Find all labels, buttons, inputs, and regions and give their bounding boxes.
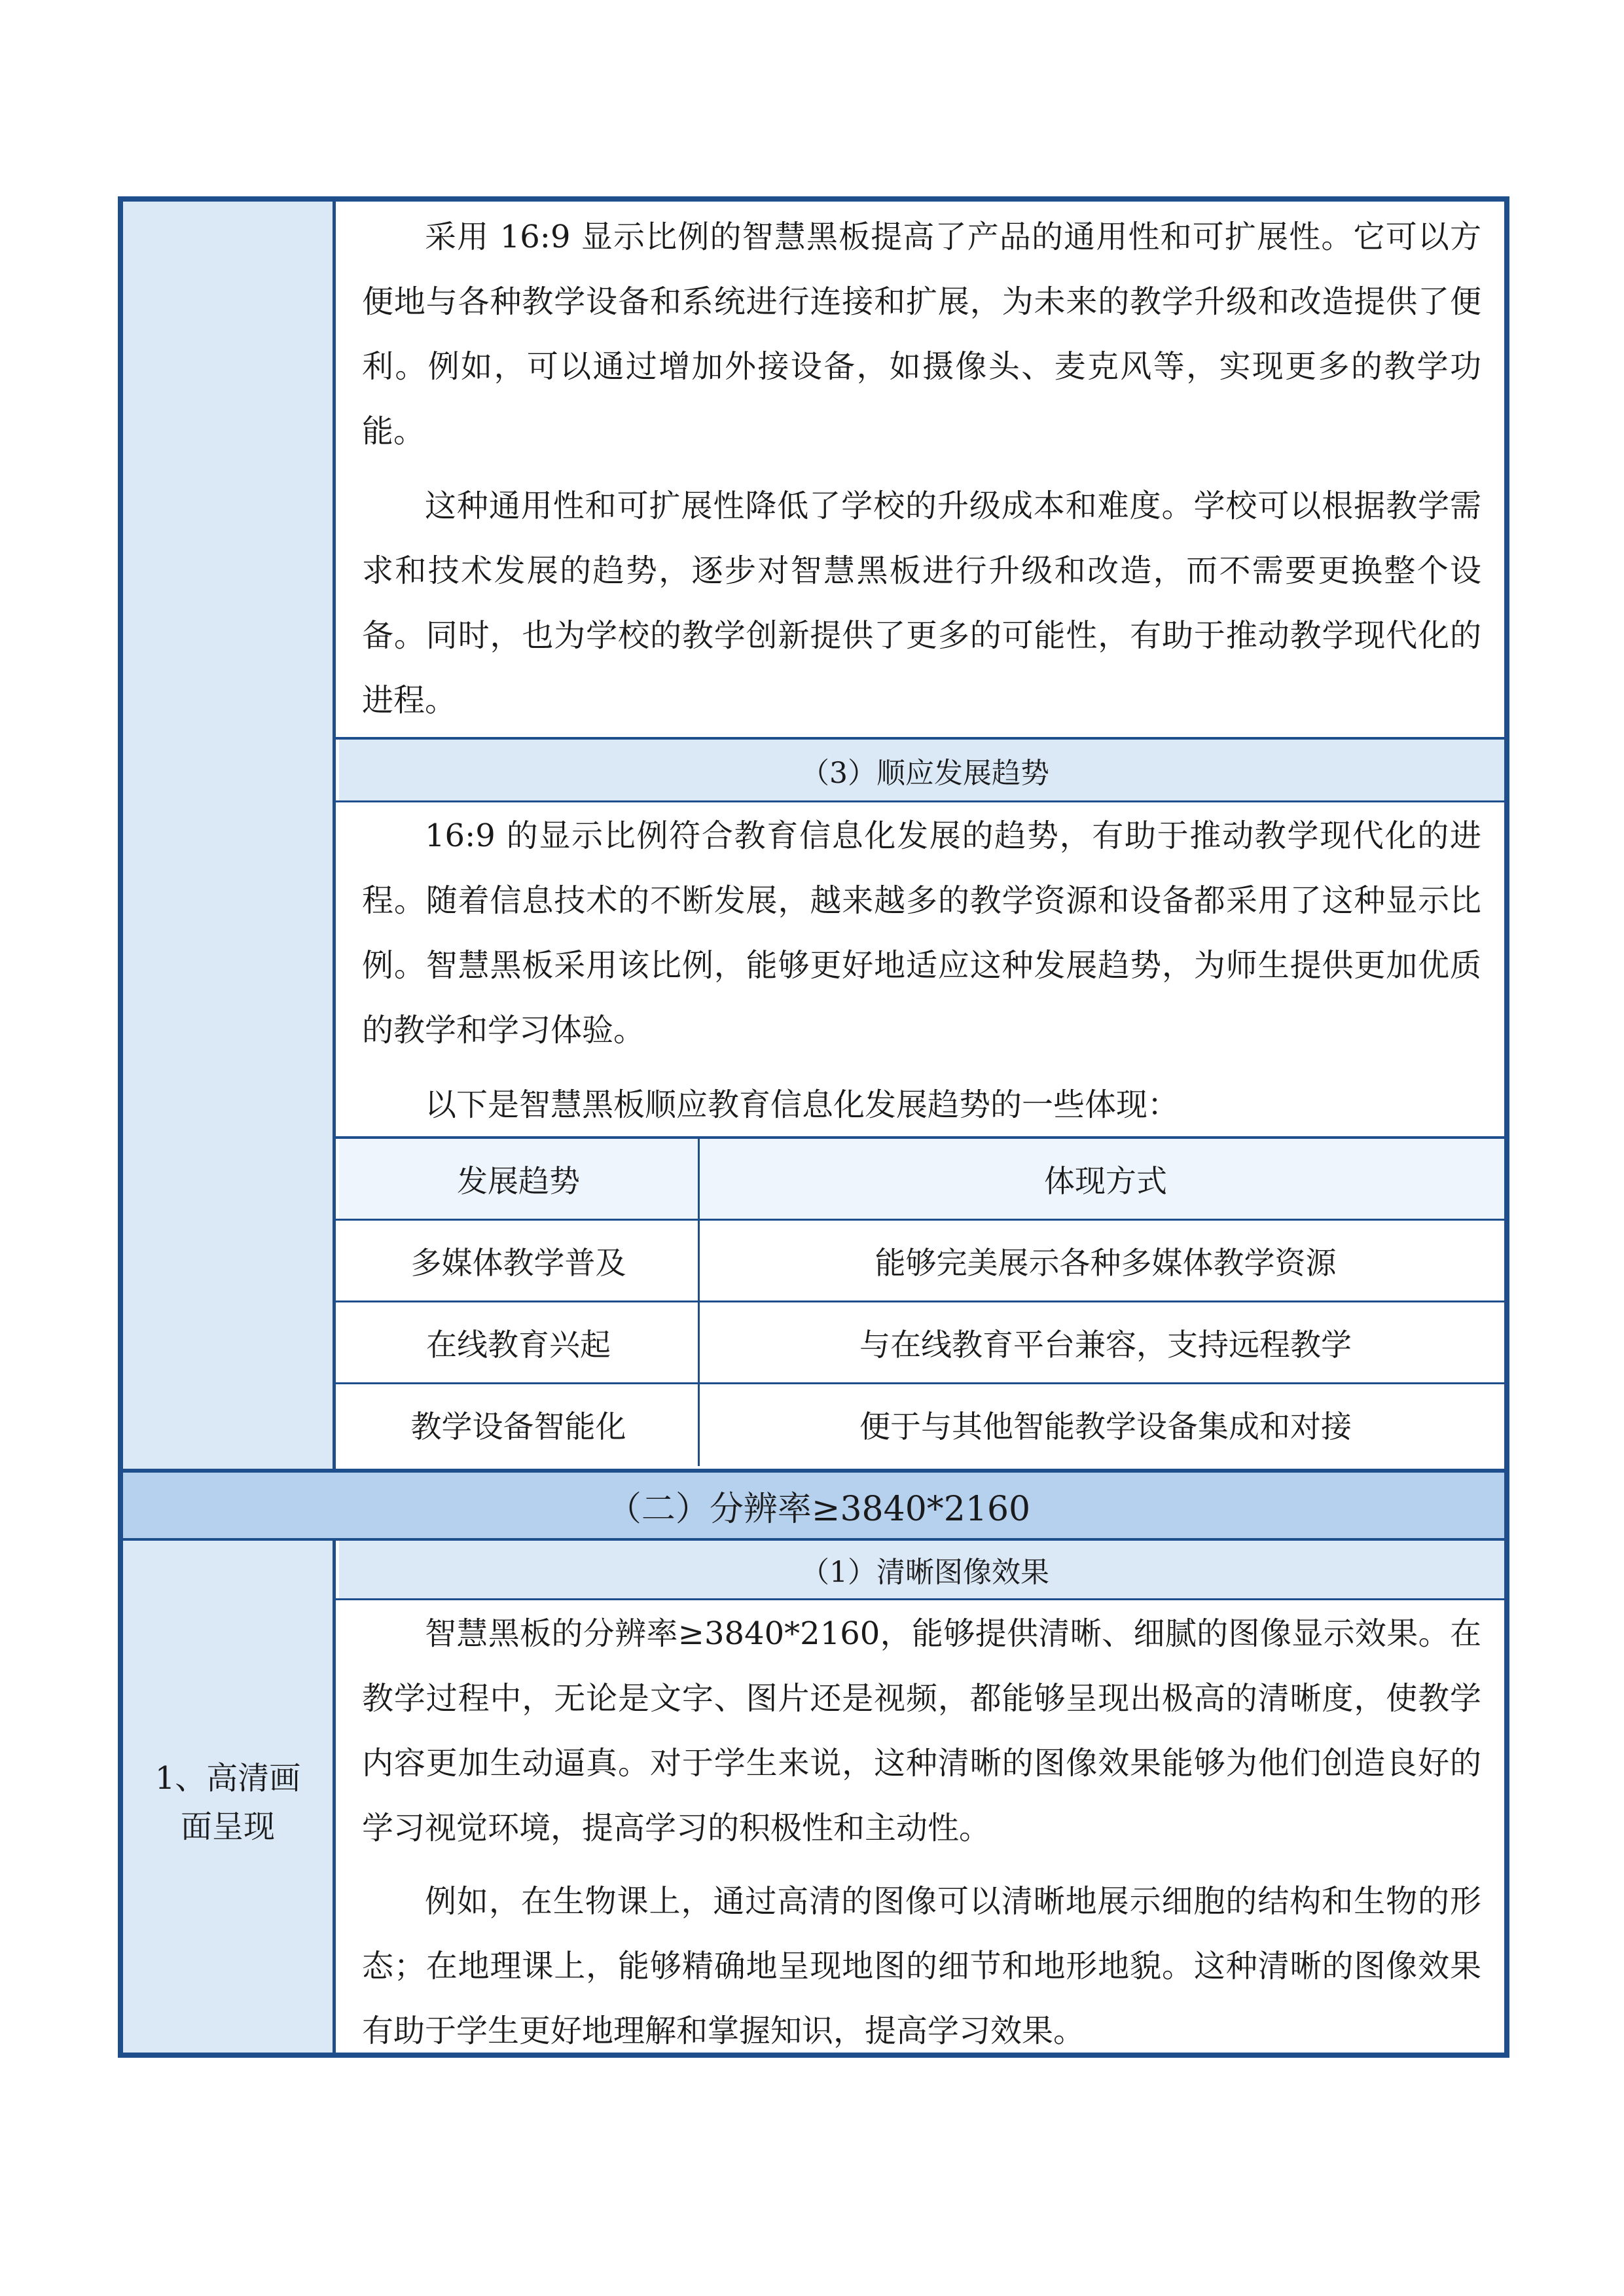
left-label-cell	[123, 202, 336, 1472]
table-cell: 教学设备智能化	[410, 1408, 626, 1445]
section-title-resolution: （二）分辨率≥3840*2160	[123, 1473, 1509, 1538]
body-paragraph: 例如，在生物课上，通过高清的图像可以清晰地展示细胞的结构和生物的形态；在地理课上，能够精确地呈现地图的细节和地形地貌。这种清晰的图像效果有助于学生更好地理解和掌握知识，提高学习效果。	[362, 1883, 1481, 2049]
body-paragraph: 16:9 的显示比例符合教育信息化发展的趋势，有助于推动教学现代化的进程。随着信息技术的不断发展，越来越多的教学资源和设备都采用了这种显示比例。智慧黑板采用该比例，能够更好地适应这种发展趋势，为师生提供更加优质的教学和学习体验。	[362, 817, 1481, 1049]
subheading-development-trend: （3）顺应发展趋势	[339, 740, 1509, 801]
table-header-trend: 发展趋势	[457, 1163, 580, 1200]
table-cell: 与在线教育平台兼容，支持远程教学	[859, 1327, 1352, 1363]
divider	[336, 1598, 1509, 1600]
row-label-hd-display	[123, 1541, 336, 2058]
row-label-line: 1、高清画	[154, 1760, 301, 1797]
body-paragraph: 以下是智慧黑板顺应教育信息化发展趋势的一些体现：	[425, 1086, 1180, 1123]
table-cell: 便于与其他智能教学设备集成和对接	[859, 1408, 1352, 1445]
document-table	[118, 196, 1509, 2058]
body-paragraph: 这种通用性和可扩展性降低了学校的升级成本和难度。学校可以根据教学需求和技术发展的趋势，逐步对智慧黑板进行升级和改造，而不需要更换整个设备。同时，也为学校的教学创新提供了更多的可能性，有助于推动教学现代化的进程。	[362, 488, 1481, 719]
table-cell: 在线教育兴起	[426, 1327, 611, 1363]
table-cell: 多媒体教学普及	[410, 1245, 626, 1282]
table-header-manifestation: 体现方式	[1044, 1163, 1167, 1200]
subheading-clear-image: （1）清晰图像效果	[339, 1541, 1509, 1598]
row-label-line: 面呈现	[180, 1808, 275, 1845]
body-paragraph: 智慧黑板的分辨率≥3840*2160，能够提供清晰、细腻的图像显示效果。在教学过程中，无论是文字、图片还是视频，都能够呈现出极高的清晰度，使教学内容更加生动逼真。对于学生来说，这种清晰的图像效果能够为他们创造良好的学习视觉环境，提高学习的积极性和主动性。	[362, 1615, 1481, 1846]
body-paragraph: 采用 16:9 显示比例的智慧黑板提高了产品的通用性和可扩展性。它可以方便地与各种教学设备和系统进行连接和扩展，为未来的教学升级和改造提供了便利。例如，可以通过增加外接设备，如摄像头、麦克风等，实现更多的教学功能。	[362, 219, 1481, 450]
table-column-divider	[698, 1139, 700, 1466]
divider	[336, 800, 1509, 802]
table-cell: 能够完美展示各种多媒体教学资源	[875, 1245, 1337, 1282]
